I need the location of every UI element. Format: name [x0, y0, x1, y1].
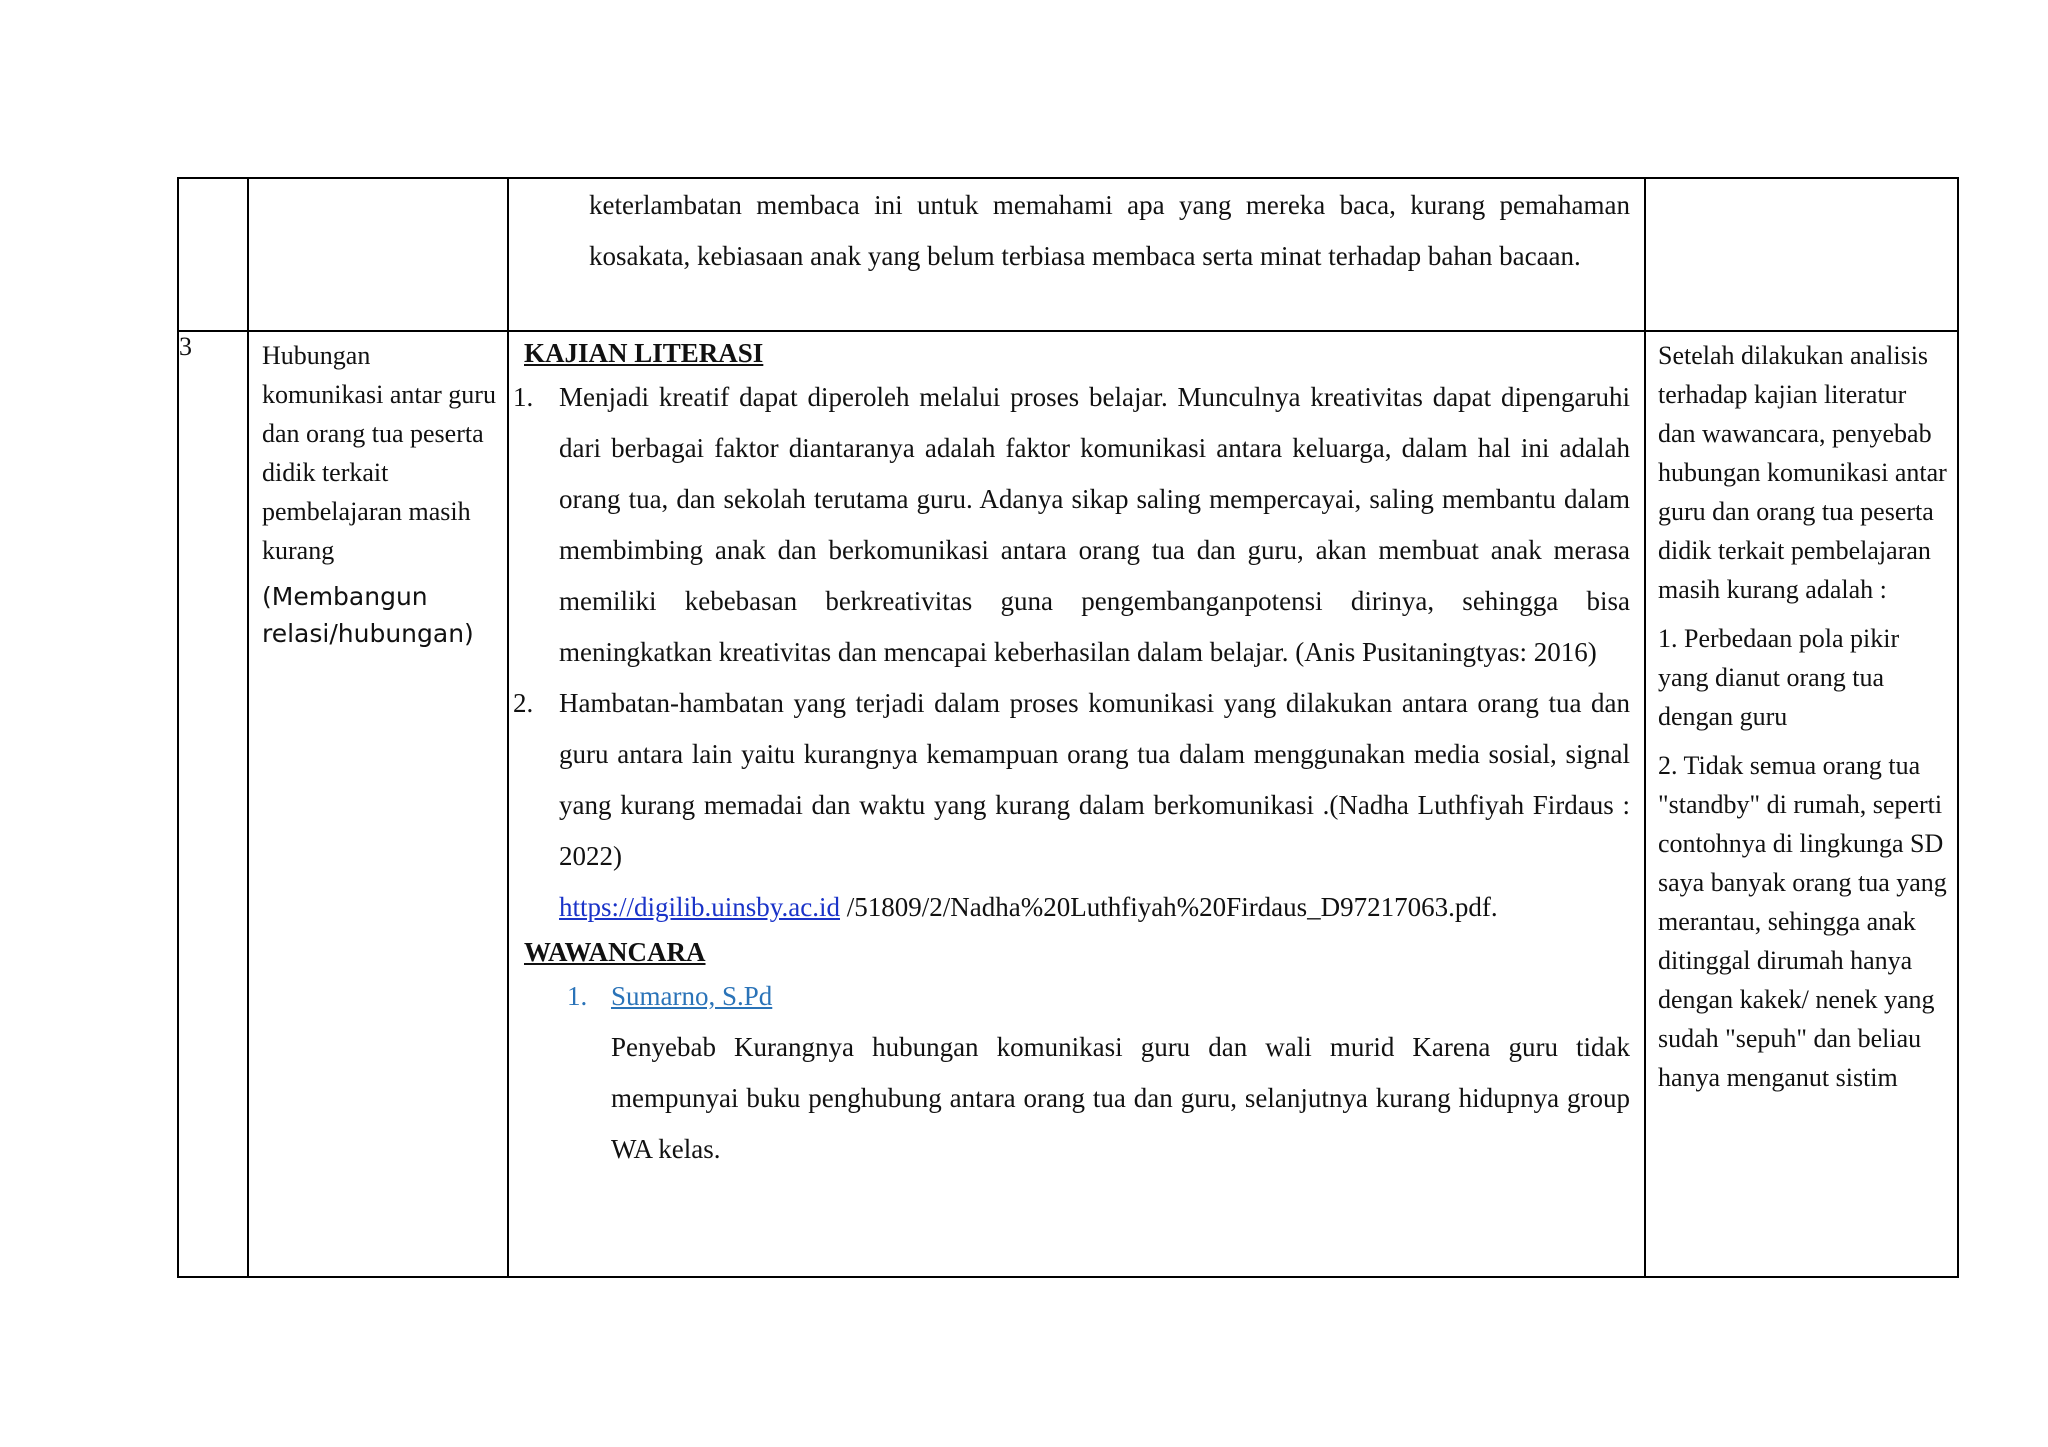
- reference-url-line: [509, 882, 1630, 933]
- number-cell-empty: [178, 178, 248, 331]
- literature-item-text: Hambatan-hambatan yang terjadi dalam proses komunikasi yang dilakukan antara orang tua dan guru antara lain yaitu kurangnya kemampuan orang tua dalam menggunakan media sosial, signal yang kurang memadai dan waktu yang kurang dalam berkomunikasi .(Nadha Luthfiyah Firdaus : 2022): [559, 688, 1630, 871]
- row-number: 3: [178, 331, 248, 1277]
- topic-subtitle: (Membangun relasi/hubungan): [262, 582, 474, 648]
- table-row-3: [178, 331, 1958, 1277]
- content-cell: [508, 331, 1645, 1277]
- literature-item: [509, 372, 1630, 678]
- conclusion-cell: [1645, 331, 1958, 1277]
- literature-item-number: 1.: [513, 382, 534, 412]
- table-row-continuation: [178, 178, 1958, 331]
- literature-item-text: Menjadi kreatif dapat diperoleh melalui proses belajar. Munculnya kreativitas dapat dipengaruhi dari berbagai faktor diantaranya adalah faktor komunikasi antara keluarga, dalam hal ini adalah orang tua, dan sekolah terutama guru. Adanya sikap saling mempercayai, saling membantu dalam membimbing anak dan berkomunikasi antara orang tua dan guru, akan membuat anak merasa memiliki kebebasan berkreativitas guna pengembanganpotensi dirinya, sehingga bisa meningkatkan kreativitas dan mencapai keberhasilan dalam belajar. (Anis Pusitaningtyas: 2016): [559, 382, 1630, 667]
- conclusion-point: 1. Perbedaan pola pikir yang dianut orang tua dengan guru: [1658, 624, 1900, 731]
- interview-section: [509, 971, 1630, 1175]
- analysis-table: [177, 177, 1959, 1278]
- interviewee-name-link[interactable]: Sumarno, S.Pd: [611, 981, 773, 1011]
- topic-cell-empty: [248, 178, 508, 331]
- reference-link[interactable]: https://digilib.uinsby.ac.id: [559, 892, 840, 922]
- reference-url-path: /51809/2/Nadha%20Luthfiyah%20Firdaus_D97217063.pdf.: [840, 892, 1498, 922]
- literature-item-number: 2.: [513, 688, 534, 718]
- literature-list: [509, 372, 1630, 882]
- conclusion-intro: Setelah dilakukan analisis terhadap kajian literatur dan wawancara, penyebab hubungan komunikasi antar guru dan orang tua peserta didik terkait pembelajaran masih kurang adalah :: [1658, 341, 1947, 604]
- interview-heading: WAWANCARA: [524, 937, 706, 967]
- continuation-text: keterlambatan membaca ini untuk memahami apa yang mereka baca, kurang pemahaman kosakata, kebiasaan anak yang belum terbiasa membaca serta minat terhadap bahan bacaan.: [589, 190, 1630, 271]
- interview-answer: Penyebab Kurangnya hubungan komunikasi guru dan wali murid Karena guru tidak mempunyai buku penghubung antara orang tua dan guru, selanjutnya kurang hidupnya group WA kelas.: [611, 1032, 1630, 1164]
- interviewee-number: 1.: [567, 981, 588, 1011]
- topic-text: Hubungan komunikasi antar guru dan orang tua peserta didik terkait pembelajaran masih kurang: [262, 341, 496, 565]
- literature-item: [509, 678, 1630, 882]
- topic-cell: [248, 331, 508, 1277]
- literature-heading: KAJIAN LITERASI: [524, 338, 764, 368]
- content-cell-continuation: [508, 178, 1645, 331]
- conclusion-point: 2. Tidak semua orang tua "standby" di rumah, seperti contohnya di lingkunga SD saya banyak orang tua yang merantau, sehingga anak ditinggal dirumah hanya dengan kakek/ nenek yang sudah "sepuh" dan beliau hanya menganut sistim: [1658, 751, 1947, 1092]
- conclusion-cell-empty: [1645, 178, 1958, 331]
- interviewee: [567, 971, 1630, 1022]
